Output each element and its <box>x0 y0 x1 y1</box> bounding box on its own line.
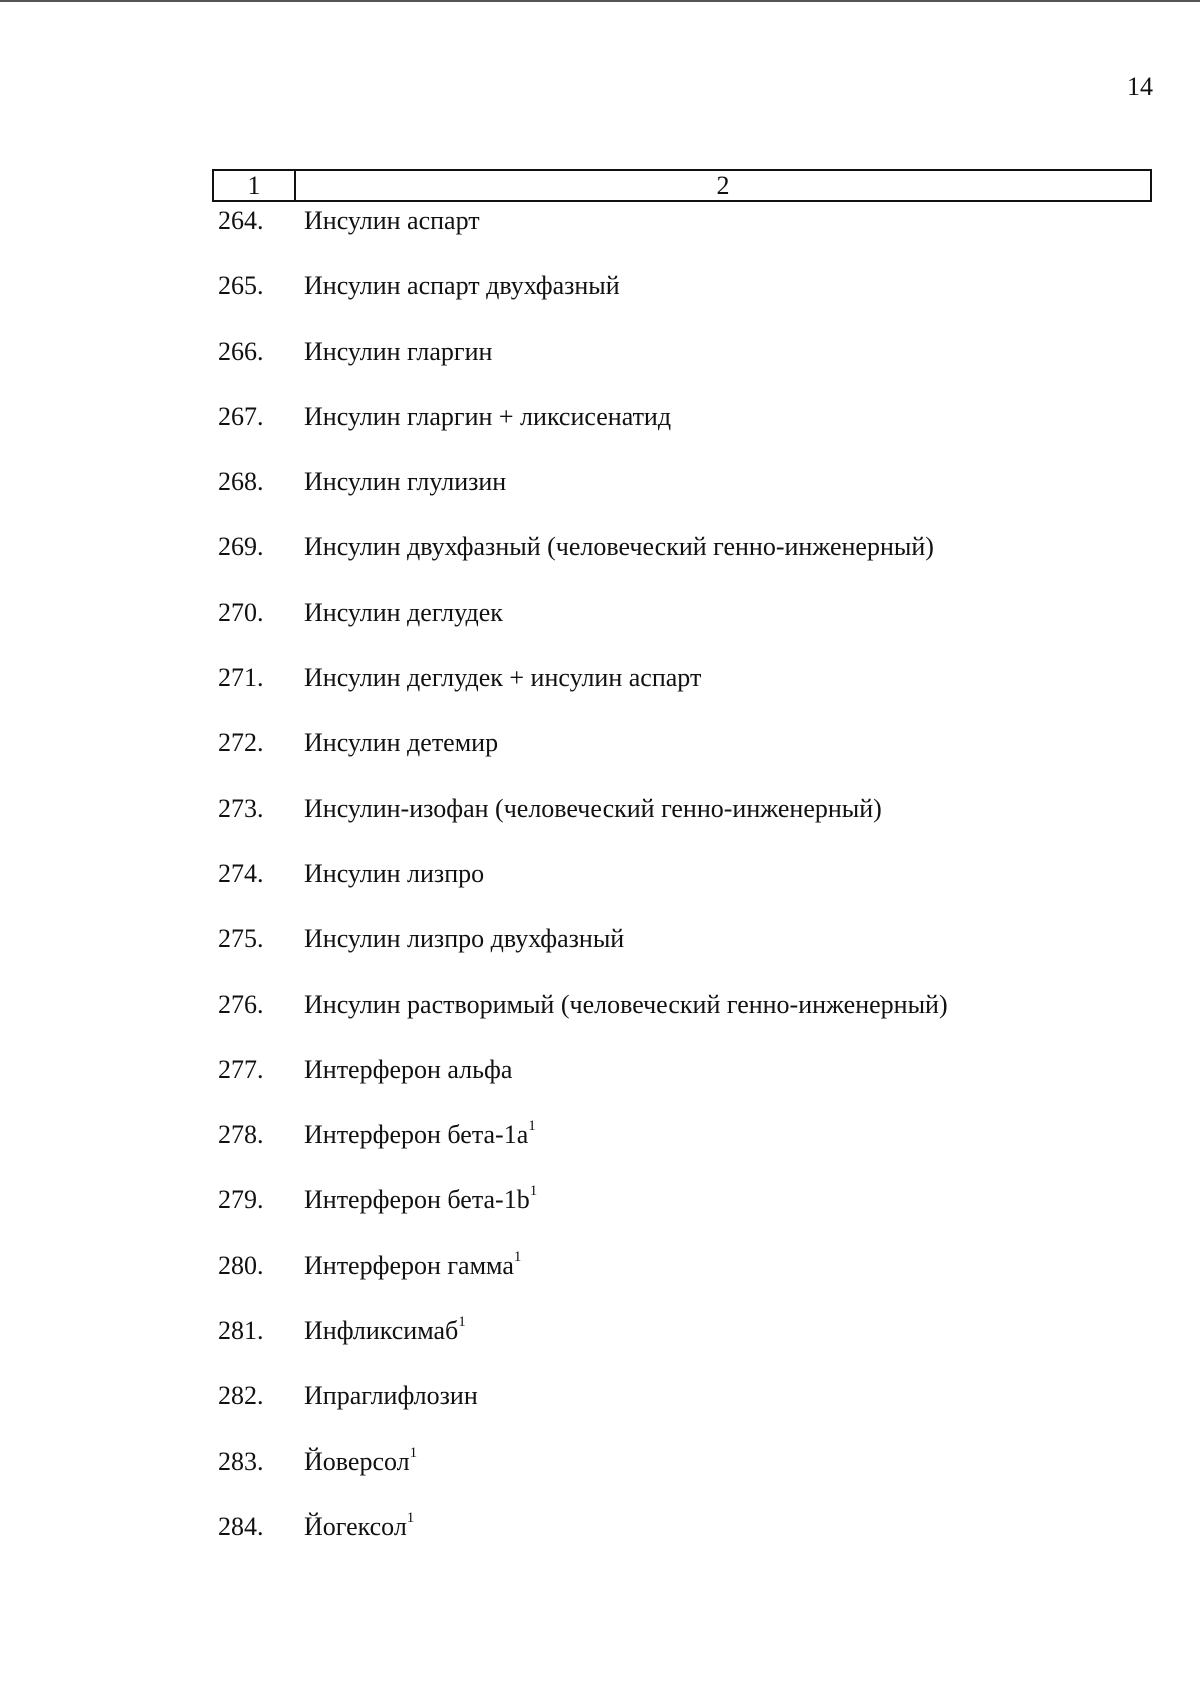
item-number: 270. <box>218 597 264 627</box>
item-name: Интерферон бета-$1a^1$ <box>304 1118 536 1150</box>
list-item <box>218 461 1118 526</box>
list-item <box>218 1375 1118 1440</box>
item-number: 271. <box>218 663 264 693</box>
list-item <box>218 592 1118 657</box>
item-number: 276. <box>218 989 264 1019</box>
item-number: 267. <box>218 401 264 431</box>
list-item <box>218 853 1118 918</box>
footnote-marker: 1 <box>513 1248 522 1265</box>
item-name: Инсулин детемир <box>304 728 499 758</box>
item-number: 284. <box>218 1511 264 1541</box>
item-number: 274. <box>218 858 264 888</box>
drug-list <box>218 200 1118 1571</box>
item-number: 275. <box>218 924 264 954</box>
item-name: Инсулин аспарт двухфазный <box>304 271 620 301</box>
item-name: Инсулин аспарт <box>304 206 480 235</box>
item-number: 279. <box>218 1185 264 1215</box>
item-number: 277. <box>218 1054 264 1084</box>
item-name: Инсулин гларгин + ликсисенатид <box>304 401 672 431</box>
item-name: Инсулин деглудек <box>304 597 503 627</box>
list-item <box>218 526 1118 591</box>
item-number: 264. <box>218 206 264 235</box>
item-name: Инфликсимаб$^1$ <box>304 1314 466 1346</box>
footnote-marker: 1 <box>529 1183 538 1200</box>
list-item <box>218 788 1118 853</box>
list-item <box>218 984 1118 1049</box>
item-name: Инсулин глулизин <box>304 467 507 497</box>
item-name: Инсулин деглудек + инсулин аспарт <box>304 663 702 693</box>
list-item <box>218 265 1118 330</box>
item-name: Интерферон альфа <box>304 1054 513 1084</box>
list-item <box>218 1310 1118 1375</box>
item-number: 269. <box>218 532 264 562</box>
list-item <box>218 396 1118 461</box>
item-number: 272. <box>218 728 264 758</box>
item-number: 268. <box>218 467 264 497</box>
table-header <box>212 169 1152 202</box>
list-item <box>218 918 1118 983</box>
list-item <box>218 657 1118 722</box>
item-number: 273. <box>218 793 264 823</box>
list-item <box>218 1114 1118 1179</box>
item-number: 281. <box>218 1316 264 1346</box>
table-header-col1: 1 <box>214 171 296 200</box>
item-name: Инсулин растворимый (человеческий генно-инженерный) <box>304 989 948 1019</box>
list-item <box>218 1441 1118 1506</box>
list-item <box>218 200 1118 265</box>
item-number: 266. <box>218 336 264 366</box>
footnote-marker: 1 <box>528 1118 536 1135</box>
item-name: Инсулин лизпро двухфазный <box>304 924 625 954</box>
footnote-marker: 1 <box>458 1314 466 1331</box>
item-name: Инсулин двухфазный (человеческий генно-инженерный) <box>304 532 934 562</box>
item-name: Интерферон гамма$^1$ <box>304 1248 522 1280</box>
list-item <box>218 331 1118 396</box>
item-name: Интерферон бета-$1b^1$ <box>304 1183 538 1215</box>
table-header-col2: 2 <box>716 171 730 200</box>
item-name: Инсулин гларгин <box>304 336 493 366</box>
item-name: Инсулин лизпро <box>304 858 485 888</box>
item-name: Йоверсол$^1$ <box>304 1444 418 1476</box>
item-name: Инсулин-изофан (человеческий генно-инженерный) <box>304 793 882 823</box>
item-number: 265. <box>218 271 264 301</box>
item-number: 280. <box>218 1250 264 1280</box>
item-number: 278. <box>218 1120 264 1150</box>
item-number: 283. <box>218 1446 264 1476</box>
list-item <box>218 1049 1118 1114</box>
footnote-marker: 1 <box>409 1444 418 1461</box>
list-item <box>218 1179 1118 1244</box>
top-border-line <box>0 0 1200 2</box>
list-item <box>218 722 1118 787</box>
page-number: 14 <box>1127 72 1153 101</box>
list-item <box>218 1245 1118 1310</box>
footnote-marker: 1 <box>406 1509 415 1526</box>
item-name: Ипраглифлозин <box>304 1381 478 1411</box>
item-name: Йогексол$^1$ <box>304 1509 415 1541</box>
list-item <box>218 1506 1118 1571</box>
item-number: 282. <box>218 1381 264 1411</box>
